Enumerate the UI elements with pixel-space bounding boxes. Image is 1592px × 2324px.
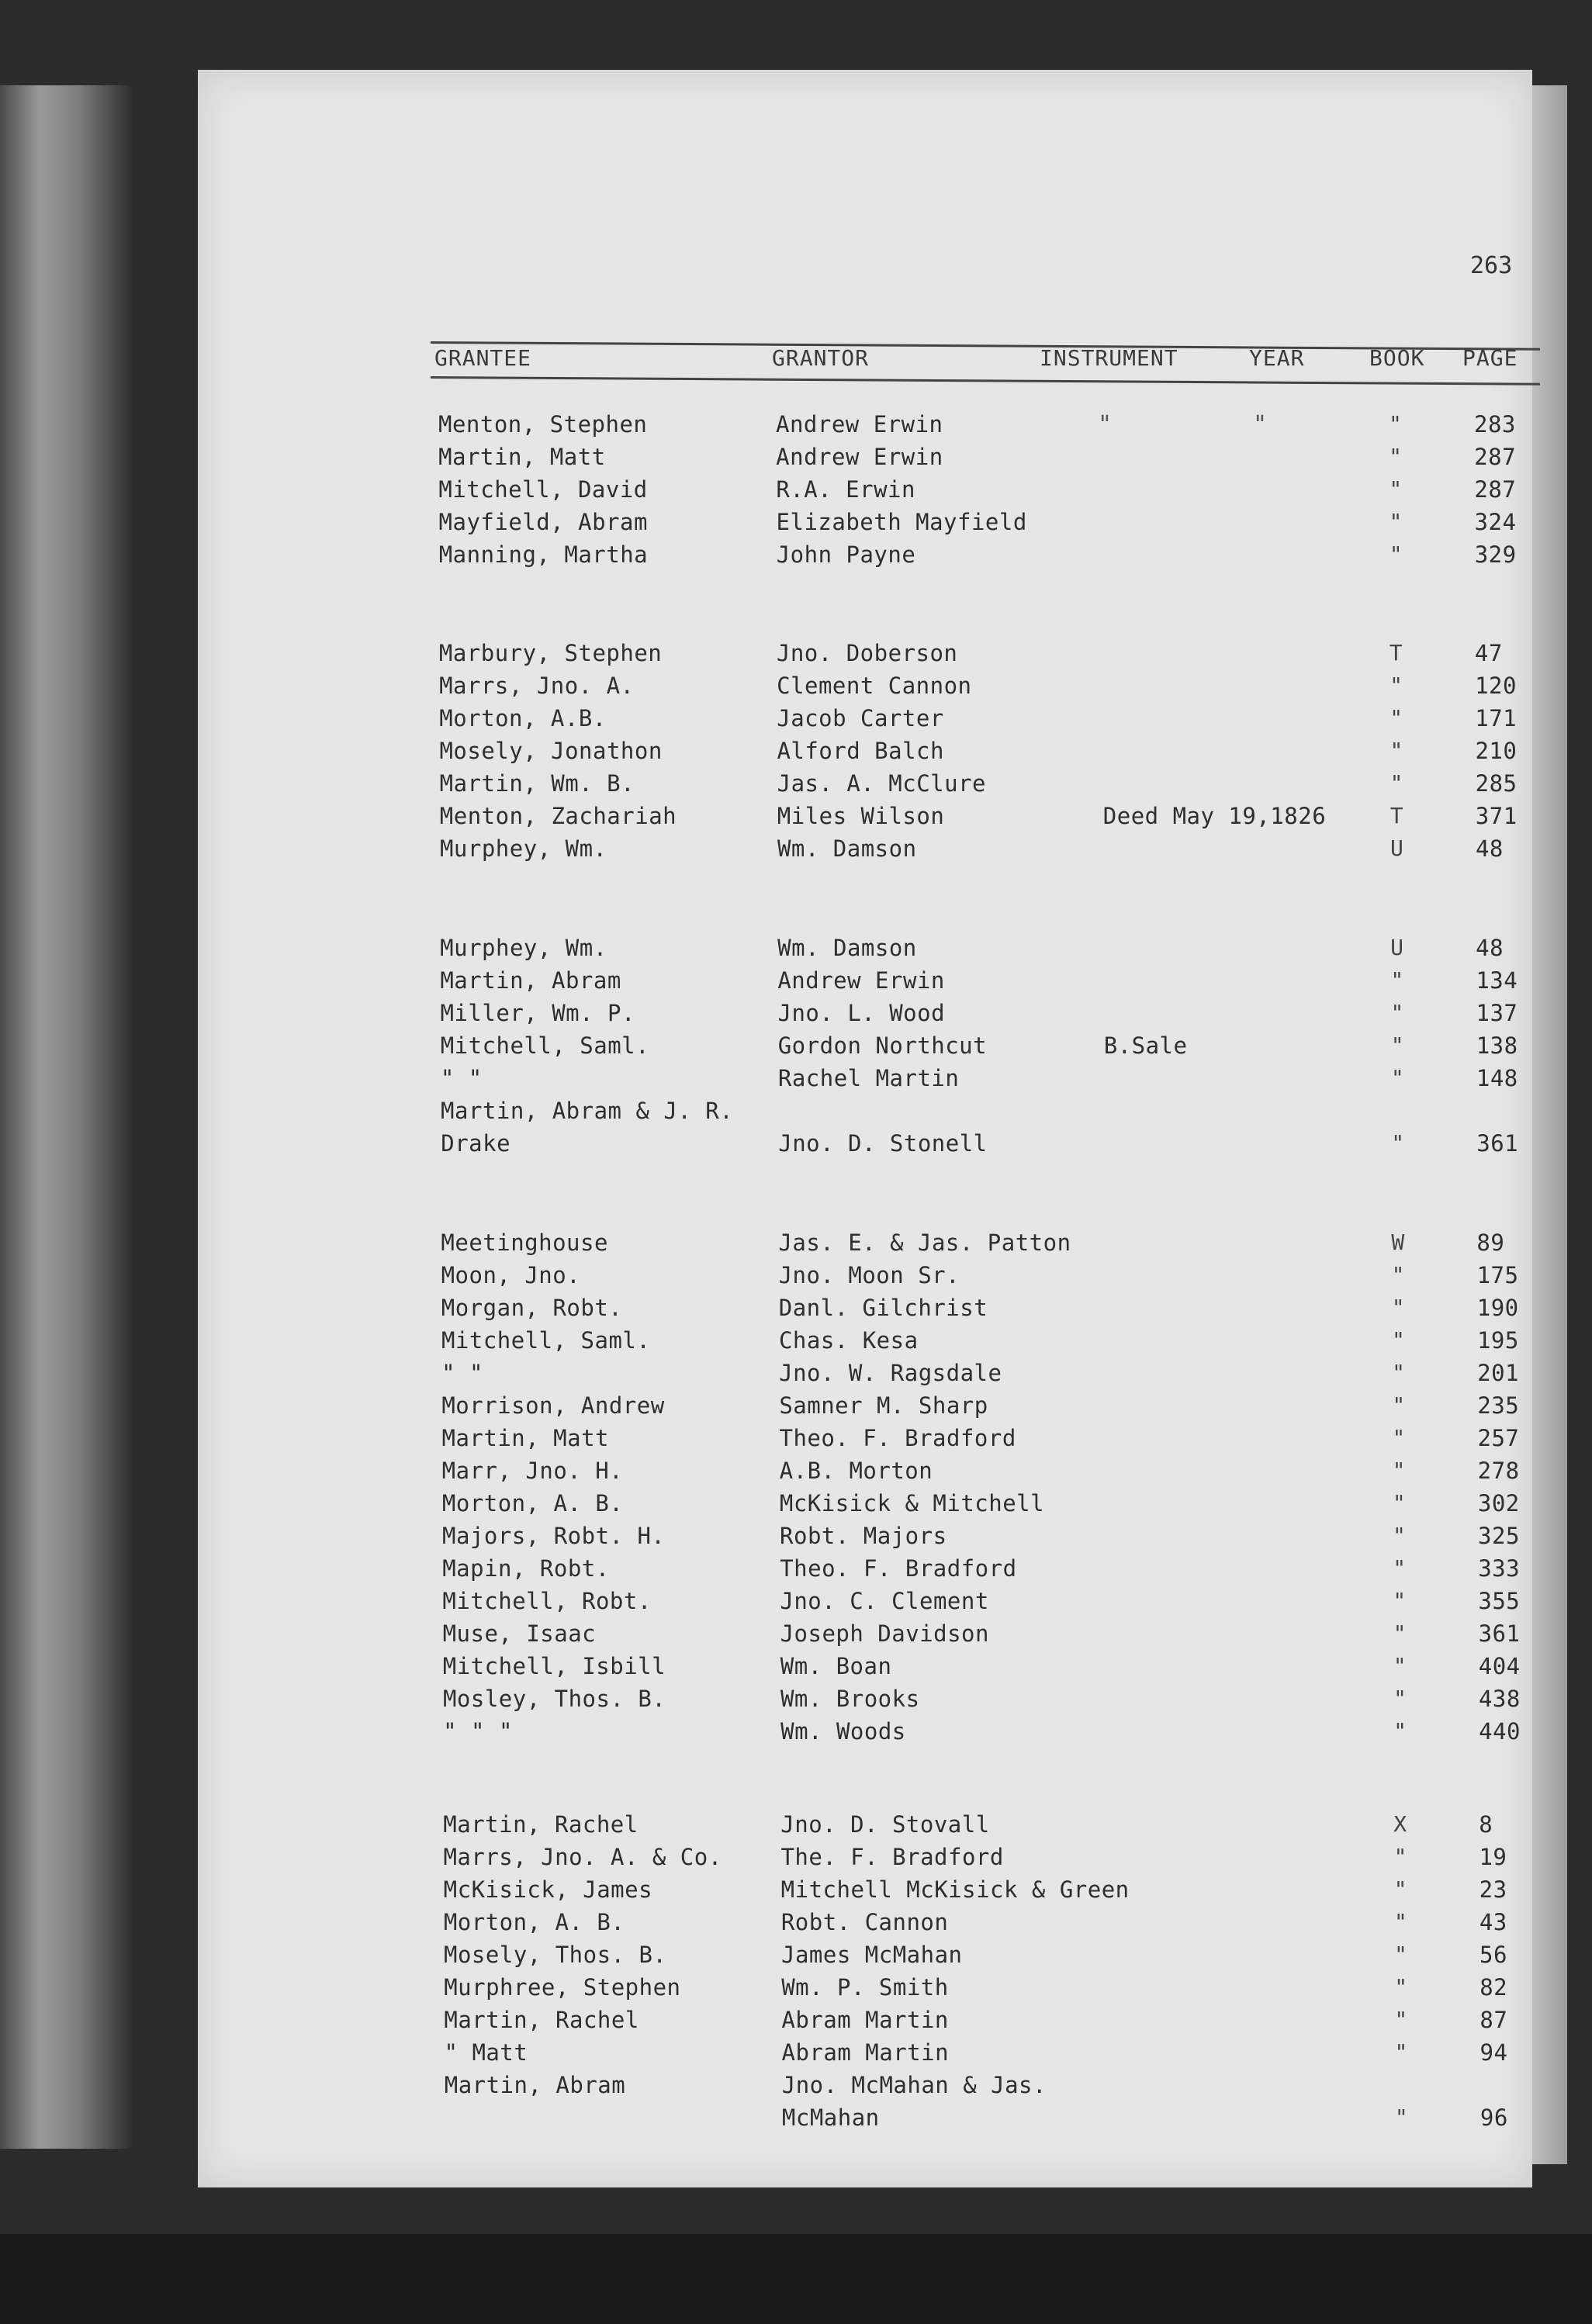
row-book: " [1390,1065,1405,1091]
row-page: 175 [1476,1262,1519,1288]
row-grantor: Jno. Moon Sr. [778,1262,960,1288]
row-grantor: Jno. L. Wood [777,1000,946,1026]
row-page: 82 [1480,1974,1508,2001]
header-rule-bottom [431,376,1540,386]
row-page: 333 [1478,1555,1521,1582]
year-ditto: " [1253,411,1268,438]
row-book: " [1389,476,1403,502]
row-grantor: Mitchell McKisick & Green [780,1876,1130,1903]
row-book: " [1389,411,1403,437]
row-grantee: Morton, A.B. [439,705,607,731]
page-number: 263 [1470,252,1513,279]
row-grantee: Miller, Wm. P. [440,1000,635,1026]
row-book: X [1393,1811,1407,1837]
row-grantor: Andrew Erwin [776,411,943,437]
row-book: " [1390,1032,1405,1058]
row-page: 148 [1476,1065,1518,1091]
row-grantee: Manning, Martha [438,541,649,568]
film-bottom-strip [0,2234,1592,2324]
row-grantor: James McMahan [781,1942,963,1968]
row-grantee: Mapin, Robt. [442,1555,610,1582]
row-grantee: Majors, Robt. H. [442,1523,666,1549]
row-grantor: R.A. Erwin [776,476,915,503]
row-grantee: Morton, A. B. [443,1909,625,1935]
row-book: " [1392,1392,1406,1418]
row-page: 137 [1476,1000,1518,1026]
row-grantee: Marrs, Jno. A. & Co. [443,1844,722,1870]
row-grantee: Mosely, Jonathon [439,738,663,764]
row-grantor: Jas. E. & Jas. Patton [778,1229,1071,1256]
row-page: 257 [1477,1425,1520,1451]
row-page: 96 [1480,2104,1508,2131]
row-grantee: McKisick, James [443,1876,653,1903]
row-grantor: Abram Martin [781,2039,950,2066]
row-grantee: Martin, Matt [438,444,606,470]
row-book: " [1392,1425,1406,1451]
row-book: " [1389,509,1403,534]
row-grantee: Morgan, Robt. [441,1295,623,1321]
row-page: 19 [1479,1844,1507,1870]
row-page: 355 [1478,1588,1521,1614]
row-book: " [1389,444,1403,469]
row-grantee: Murphey, Wm. [439,835,607,862]
row-page: 278 [1477,1458,1520,1484]
row-book: " [1390,770,1403,796]
row-grantor: Jno. D. Stovall [780,1811,990,1838]
row-grantee: Meetinghouse [441,1229,608,1256]
row-book: " [1392,1360,1406,1385]
row-grantee: Martin, Rachel [444,2007,639,2033]
row-grantor: Andrew Erwin [777,967,945,994]
row-page: 120 [1475,673,1517,699]
row-page: 324 [1474,509,1517,535]
row-grantee: Marbury, Stephen [438,640,663,666]
row-grantor: Jno. W. Ragsdale [779,1360,1002,1386]
row-grantor: Wm. Woods [780,1718,906,1745]
row-grantor: Wm. P. Smith [781,1974,949,2001]
row-page: 361 [1476,1130,1519,1157]
row-book: " [1392,1458,1407,1483]
row-page: 171 [1475,705,1518,731]
row-book: " [1393,1653,1407,1679]
row-page: 56 [1480,1942,1507,1968]
row-grantee: " " [441,1360,484,1386]
row-grantor: Samner M. Sharp [779,1392,988,1419]
row-page: 43 [1479,1909,1507,1935]
row-grantee: Mitchell, Saml. [440,1032,650,1059]
row-page: 283 [1474,411,1516,437]
header-grantee: GRANTEE [434,345,532,371]
row-page: 440 [1479,1718,1521,1745]
row-grantee: Moon, Jno. [441,1262,581,1288]
row-book: " [1390,738,1403,763]
row-grantor: McMahan [781,2104,880,2131]
row-page: 302 [1477,1490,1520,1516]
row-grantee: Muse, Isaac [442,1620,597,1647]
row-page: 134 [1476,967,1518,994]
row-grantor: McKisick & Mitchell [779,1490,1045,1516]
row-grantor: Miles Wilson [777,803,945,829]
row-instrument: B.Sale [1103,1032,1188,1059]
row-page: 23 [1479,1876,1507,1903]
row-grantor: Jno. D. Stonell [778,1130,988,1157]
header-instrument: INSTRUMENT [1040,345,1178,371]
row-grantor: Robt. Majors [780,1523,947,1549]
row-book: " [1393,1620,1407,1646]
row-grantee: Morton, A. B. [441,1490,624,1516]
row-page: 138 [1476,1032,1518,1059]
row-grantee: Menton, Zachariah [439,803,677,829]
row-grantor: Wm. Brooks [780,1686,920,1712]
row-grantee: Marr, Jno. H. [441,1458,624,1484]
row-book: " [1394,1942,1408,1967]
row-grantee: " Matt [444,2039,528,2066]
row-book: " [1393,1523,1407,1548]
row-grantor: Jno. McMahan & Jas. [781,2072,1047,2098]
row-grantee: Mitchell, Saml. [441,1327,651,1354]
row-grantee: Marrs, Jno. A. [439,673,635,699]
row-grantee: Martin, Abram [440,967,621,994]
row-grantor: Robt. Cannon [780,1909,949,1935]
header-grantor: GRANTOR [772,345,870,371]
row-instrument: Deed May 19,1826 [1102,803,1327,829]
row-grantor: Gordon Northcut [777,1032,988,1059]
instrument-ditto: " [1098,411,1113,438]
row-page: 285 [1475,770,1518,797]
row-page: 438 [1478,1686,1521,1712]
row-page: 361 [1478,1620,1521,1647]
row-page: 201 [1477,1360,1520,1386]
row-grantor: Jno. Doberson [776,640,958,666]
row-book: " [1393,1909,1408,1935]
row-book: " [1391,1327,1406,1353]
row-book: " [1394,2007,1408,2032]
row-grantee: Mitchell, Isbill [442,1653,666,1679]
row-book: " [1390,705,1403,731]
row-book: " [1394,2104,1409,2130]
row-book: " [1390,673,1403,698]
row-grantor: The. F. Bradford [780,1844,1004,1870]
row-grantee: Martin, Abram [444,2072,626,2098]
row-grantee: Mosely, Thos. B. [444,1942,667,1968]
header-year: YEAR [1249,345,1305,371]
row-grantee: Martin, Rachel [443,1811,639,1838]
row-book: U [1390,935,1404,960]
row-book: " [1391,1295,1406,1320]
row-grantee: Mitchell, David [438,476,648,503]
row-grantee: " " " [443,1718,513,1745]
row-grantor: Theo. F. Bradford [780,1555,1017,1582]
row-book: U [1390,835,1404,861]
row-page: 287 [1474,444,1517,470]
row-page: 87 [1480,2007,1508,2033]
row-grantor: Andrew Erwin [776,444,943,470]
row-grantor: Jas. A. McClure [777,770,987,797]
row-page: 287 [1474,476,1517,503]
row-grantor: Joseph Davidson [780,1620,989,1647]
row-book: " [1391,1262,1405,1288]
row-book: " [1390,967,1404,993]
row-book: " [1389,541,1403,567]
row-page: 325 [1478,1523,1520,1549]
row-page: 48 [1476,935,1504,961]
row-grantor: Rachel Martin [777,1065,960,1091]
row-grantee: Martin, Abram & J. R. [441,1098,734,1124]
row-grantor: Clement Cannon [777,673,972,699]
row-page: 235 [1477,1392,1520,1419]
row-grantor: Theo. F. Bradford [779,1425,1016,1451]
row-grantee: Menton, Stephen [438,411,648,437]
row-grantee: Mosley, Thos. B. [442,1686,666,1712]
row-book: " [1391,1130,1405,1156]
row-grantor: Alford Balch [777,738,944,764]
row-grantee: Mitchell, Robt. [442,1588,652,1614]
row-grantor: Wm. Boan [780,1653,892,1679]
row-grantor: Abram Martin [781,2007,949,2033]
row-grantor: Elizabeth Mayfield [776,509,1027,535]
row-grantee: Mayfield, Abram [438,509,648,535]
row-grantee: Murphey, Wm. [440,935,607,961]
row-book: " [1394,2039,1408,2065]
row-book: " [1393,1588,1407,1613]
row-page: 210 [1475,738,1518,764]
row-book: " [1393,1844,1407,1869]
row-book: " [1394,1974,1408,2000]
document-page [198,70,1532,2187]
row-book: " [1390,1000,1404,1025]
row-page: 48 [1475,835,1504,862]
row-book: T [1389,640,1403,666]
row-grantor: Wm. Damson [777,835,917,862]
row-page: 89 [1476,1229,1505,1256]
header-page: PAGE [1462,345,1518,371]
row-grantee: Martin, Matt [441,1425,610,1451]
row-grantee: Martin, Wm. B. [439,770,635,797]
row-book: " [1393,1555,1407,1581]
row-page: 190 [1476,1295,1519,1321]
book-binding-edge [0,85,132,2149]
row-book: " [1392,1490,1407,1516]
row-grantee: Drake [441,1130,511,1157]
row-book: " [1393,1686,1407,1711]
row-page: 47 [1474,640,1503,666]
row-grantor: John Payne [776,541,916,568]
row-page: 8 [1479,1811,1493,1838]
row-page: 195 [1476,1327,1519,1354]
row-book: " [1393,1876,1408,1902]
row-grantor: A.B. Morton [779,1458,933,1484]
row-grantor: Chas. Kesa [778,1327,919,1354]
row-book: " [1393,1718,1407,1744]
row-page: 329 [1474,541,1517,568]
row-grantor: Wm. Damson [777,935,917,961]
row-page: 404 [1478,1653,1521,1679]
row-grantor: Jno. C. Clement [780,1588,989,1614]
row-grantee: " " [440,1065,483,1091]
row-grantor: Danl. Gilchrist [778,1295,988,1321]
row-book: W [1391,1229,1405,1255]
row-grantor: Jacob Carter [777,705,944,731]
row-page: 94 [1480,2039,1508,2066]
row-grantee: Murphree, Stephen [444,1974,681,2001]
row-page: 371 [1475,803,1518,829]
row-book: T [1390,803,1404,828]
row-grantee: Morrison, Andrew [441,1392,665,1419]
header-book: BOOK [1369,345,1425,371]
